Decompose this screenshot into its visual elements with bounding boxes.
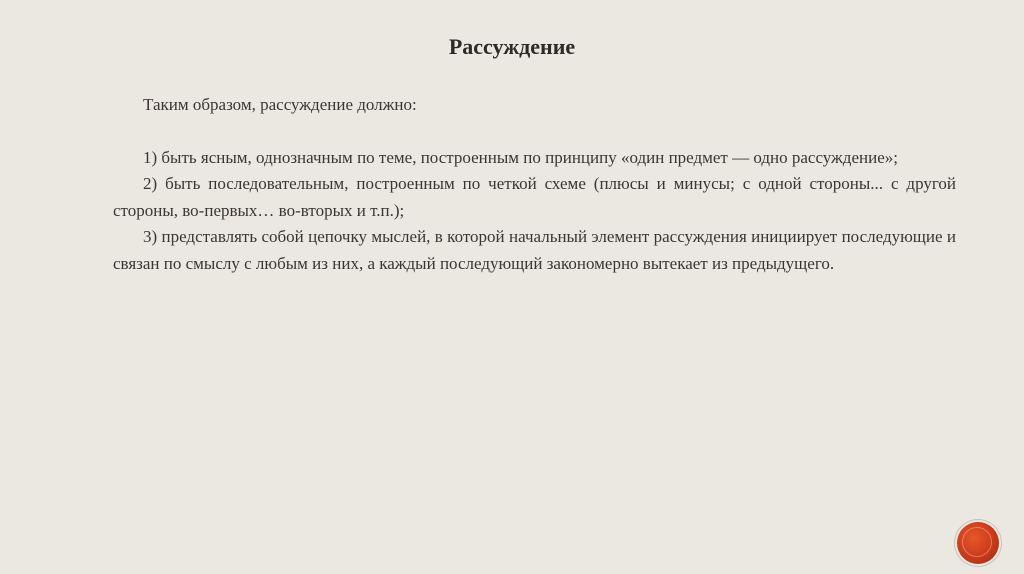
list-item-1: 1) быть ясным, однозначным по теме, построенным по принципу «один предмет — одно рассуждение»; <box>143 147 898 167</box>
intro-text: Таким образом, рассуждение должно: <box>143 95 417 114</box>
paragraph-spacer <box>113 119 956 145</box>
slide-body <box>113 92 956 277</box>
red-circle-logo-icon <box>957 522 999 564</box>
list-item-3: 3) представлять собой цепочку мыслей, в которой начальный элемент рассуждения инициирует последующие и связан по смыслу с любым из них, а каждый последующий закономерно вытекает из предыдущего. <box>113 227 956 273</box>
slide-title: Рассуждение <box>448 34 576 59</box>
list-item-2: 2) быть последовательным, построенным по четкой схеме (плюсы и минусы; с одной стороны... с другой стороны, во-первых… во-вторых и т.п.); <box>113 174 956 220</box>
logo-ring <box>962 527 992 557</box>
